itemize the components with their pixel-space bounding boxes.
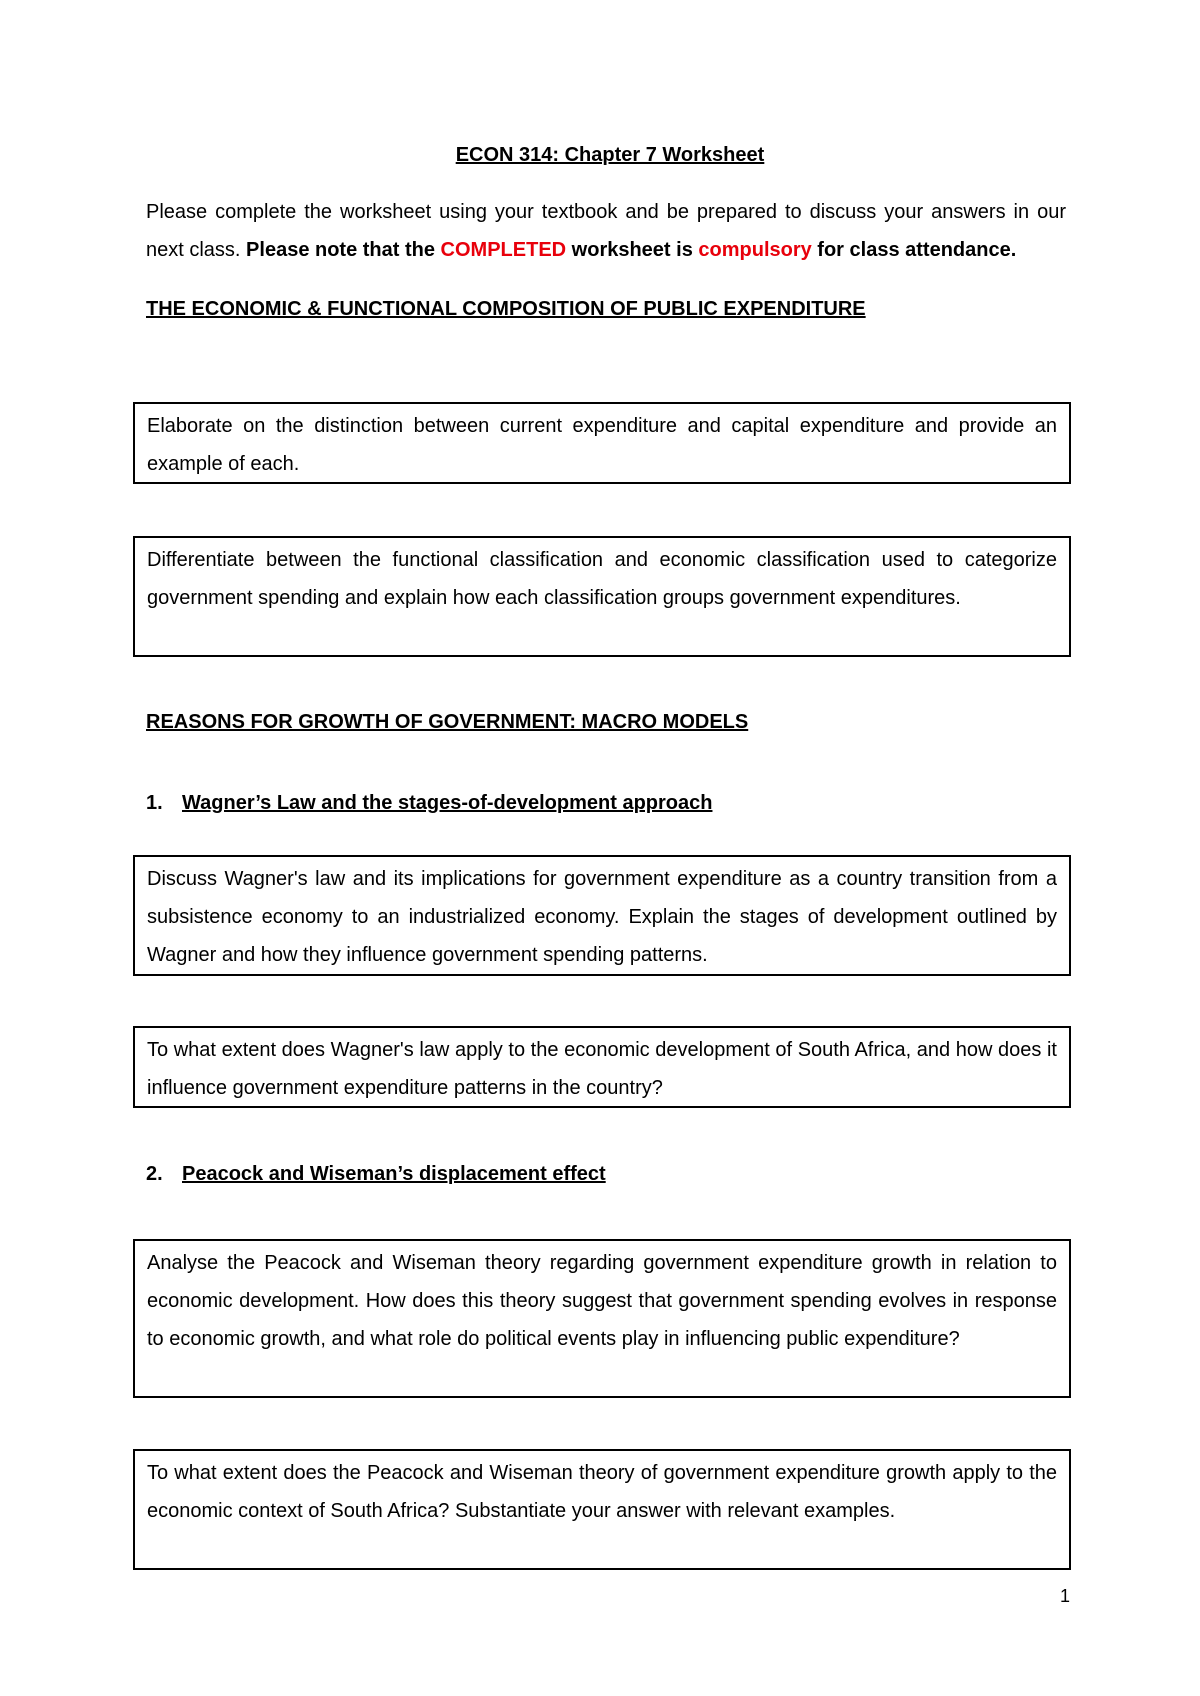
page-number: 1 xyxy=(1059,1586,1070,1606)
section-heading-macro-models: REASONS FOR GROWTH OF GOVERNMENT: MACRO MODELS xyxy=(146,711,749,733)
question-box: Elaborate on the distinction between current expenditure and capital expenditure and provide an example of each. xyxy=(133,402,1071,484)
question-box: Analyse the Peacock and Wiseman theory regarding government expenditure growth in relation to economic development. How does this theory suggest that government spending evolves in response to economic growth, and what role do political events play in influencing public expenditure? xyxy=(133,1239,1071,1398)
intro-paragraph xyxy=(146,193,1066,269)
completed-highlight: COMPLETED xyxy=(440,239,567,261)
subsection-heading-wagner: 1. Wagner’s Law and the stages-of-development approach xyxy=(146,792,713,814)
question-box: Discuss Wagner's law and its implications for government expenditure as a country transition from a subsistence economy to an industrialized economy. Explain the stages of development outlined by Wagner and how they influence government spending patterns. xyxy=(133,855,1071,976)
intro-note: Please note that the COMPLETED worksheet is compulsory for class attendance. xyxy=(246,239,1017,261)
subsection-heading-peacock-wiseman: 2. Peacock and Wiseman’s displacement effect xyxy=(146,1163,606,1185)
compulsory-highlight: compulsory xyxy=(698,239,812,261)
question-box: Differentiate between the functional classification and economic classification used to categorize government spending and explain how each classification groups government expenditures. xyxy=(133,536,1071,657)
intro-plain-text: Please complete the worksheet using your textbook and be prepared to discuss your answers in our next class. xyxy=(146,201,1066,261)
question-box: To what extent does the Peacock and Wiseman theory of government expenditure growth apply to the economic context of South Africa? Substantiate your answer with relevant examples. xyxy=(133,1449,1071,1570)
section-heading-composition: THE ECONOMIC & FUNCTIONAL COMPOSITION OF PUBLIC EXPENDITURE xyxy=(146,298,866,320)
question-box: To what extent does Wagner's law apply to the economic development of South Africa, and how does it influence government expenditure patterns in the country? xyxy=(133,1026,1071,1108)
page-title: ECON 314: Chapter 7 Worksheet xyxy=(455,144,765,166)
